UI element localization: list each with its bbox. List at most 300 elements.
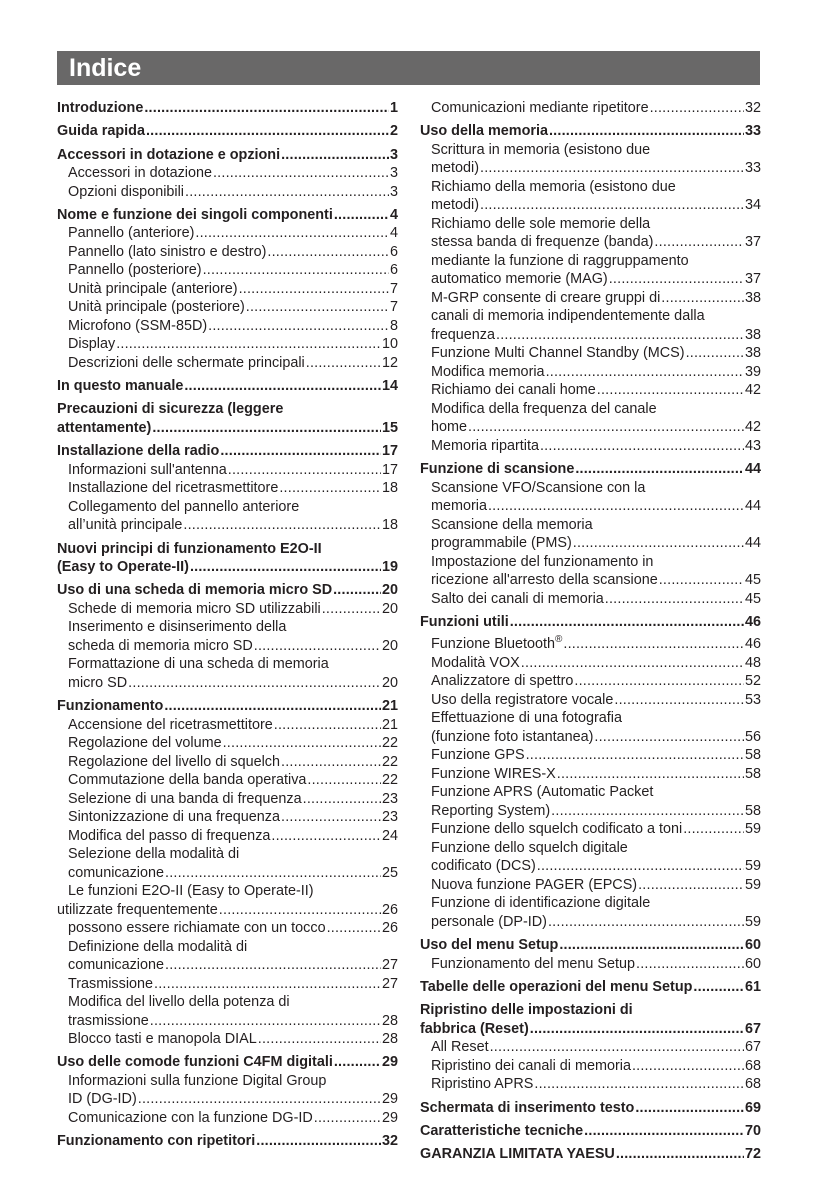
dot-leader bbox=[659, 571, 744, 590]
toc-page-number: 59 bbox=[744, 858, 761, 875]
toc-page-number: 69 bbox=[744, 1099, 761, 1116]
toc-entry[interactable] bbox=[57, 461, 398, 480]
toc-entry[interactable] bbox=[420, 381, 761, 400]
toc-page-number: 14 bbox=[381, 378, 398, 395]
toc-entry-label: metodi) bbox=[431, 197, 479, 214]
toc-entry-label: Descrizioni delle schermate principali bbox=[68, 354, 305, 371]
dot-leader bbox=[614, 691, 744, 710]
toc-entry[interactable] bbox=[57, 674, 398, 693]
toc-entry-label: comunicazione bbox=[68, 864, 164, 881]
toc-entry[interactable] bbox=[57, 734, 398, 753]
toc-entry[interactable] bbox=[420, 437, 761, 456]
toc-entry-label: Uso del menu Setup bbox=[420, 937, 559, 954]
toc-entry-label: Schede di memoria micro SD utilizzabili bbox=[68, 600, 321, 617]
toc-entry-label: ricezione all'arresto della scansione bbox=[431, 572, 658, 589]
toc-page-number: 32 bbox=[381, 1133, 398, 1150]
toc-entry-label: metodi) bbox=[431, 160, 479, 177]
toc-entry[interactable] bbox=[420, 1075, 761, 1094]
toc-entry[interactable] bbox=[57, 697, 398, 716]
toc-page-number: 20 bbox=[381, 674, 398, 691]
toc-entry[interactable] bbox=[420, 765, 761, 784]
toc-page-number: 67 bbox=[744, 1020, 761, 1037]
toc-entry[interactable] bbox=[420, 936, 761, 955]
dot-leader bbox=[573, 534, 744, 553]
toc-entry[interactable] bbox=[420, 497, 761, 516]
toc-page-number: 2 bbox=[389, 123, 398, 140]
toc-entry-label: Pannello (anteriore) bbox=[68, 225, 195, 242]
toc-page-number: 44 bbox=[744, 461, 761, 478]
dot-leader bbox=[271, 827, 381, 846]
dot-leader bbox=[683, 820, 744, 839]
toc-entry-label: Trasmissione bbox=[68, 975, 154, 992]
dot-leader bbox=[574, 672, 744, 691]
toc-entry-label: Funzione Multi Channel Standby (MCS) bbox=[431, 345, 685, 362]
toc-entry[interactable] bbox=[420, 857, 761, 876]
toc-page-number: 27 bbox=[381, 975, 398, 992]
dot-leader bbox=[537, 857, 744, 876]
toc-entry-label: Installazione della radio bbox=[57, 443, 220, 460]
toc-entry-label: automatico memorie (MAG) bbox=[431, 271, 608, 288]
dot-leader bbox=[258, 1030, 381, 1049]
toc-entry[interactable] bbox=[57, 354, 398, 373]
toc-entry-text: Definizione della modalità di bbox=[68, 938, 248, 955]
dot-leader bbox=[575, 460, 744, 479]
toc-left-column bbox=[57, 99, 398, 1151]
toc-entry[interactable] bbox=[420, 196, 761, 215]
toc-entry[interactable] bbox=[57, 280, 398, 299]
toc-entry[interactable] bbox=[420, 1057, 761, 1076]
toc-page-number: 7 bbox=[389, 280, 398, 297]
toc-entry-label: Funzione dello squelch codificato a toni bbox=[431, 821, 683, 838]
toc-page-number: 37 bbox=[744, 234, 761, 251]
toc-entry[interactable] bbox=[420, 159, 761, 178]
toc-page-number: 48 bbox=[744, 654, 761, 671]
toc-entry-label: stessa banda di frequenze (banda) bbox=[431, 234, 654, 251]
dot-leader bbox=[274, 716, 381, 735]
toc-entry-label: Introduzione bbox=[57, 100, 144, 116]
toc-entry-label: (Easy to Operate-II) bbox=[57, 559, 189, 576]
dot-leader bbox=[165, 864, 381, 883]
toc-entry-text: Scansione della memoria bbox=[431, 516, 593, 533]
toc-entry[interactable] bbox=[420, 978, 761, 997]
toc-entry-label: Guida rapida bbox=[57, 123, 145, 140]
toc-page-number: 6 bbox=[389, 243, 398, 260]
dot-leader bbox=[322, 600, 381, 619]
toc-entry-label: Funzionamento del menu Setup bbox=[431, 955, 635, 972]
dot-leader bbox=[220, 442, 381, 461]
dot-leader bbox=[334, 206, 389, 225]
toc-page-number: 3 bbox=[389, 146, 398, 163]
toc-page-number: 6 bbox=[389, 262, 398, 279]
toc-entry[interactable] bbox=[420, 1145, 761, 1164]
dot-leader bbox=[530, 1020, 744, 1039]
toc-entry-label: trasmissione bbox=[68, 1012, 149, 1029]
dot-leader bbox=[303, 790, 381, 809]
dot-leader bbox=[650, 99, 744, 118]
dot-leader bbox=[661, 289, 744, 308]
toc-entry[interactable] bbox=[57, 377, 398, 396]
toc-page-number: 60 bbox=[744, 955, 761, 972]
toc-entry[interactable] bbox=[57, 753, 398, 772]
toc-entry-text: Informazioni sulla funzione Digital Group bbox=[68, 1072, 327, 1089]
toc-page-number: 46 bbox=[744, 636, 761, 653]
toc-entry-label: scheda di memoria micro SD bbox=[68, 637, 253, 654]
toc-entry-label: Ripristino APRS bbox=[431, 1076, 534, 1093]
toc-entry[interactable] bbox=[420, 1020, 761, 1039]
toc-page-number: 56 bbox=[744, 728, 761, 745]
toc-page-number: 43 bbox=[744, 437, 761, 454]
toc-entry-label: Installazione del ricetrasmettitore bbox=[68, 480, 279, 497]
toc-entry-label: Memoria ripartita bbox=[431, 437, 539, 454]
toc-entry-label: Nome e funzione dei singoli componenti bbox=[57, 206, 333, 223]
toc-page-number: 38 bbox=[744, 345, 761, 362]
toc-entry[interactable] bbox=[57, 1053, 398, 1072]
toc-entry-label: Richiamo dei canali home bbox=[431, 382, 596, 399]
toc-entry-text: Richiamo della memoria (esistono due bbox=[431, 178, 676, 195]
toc-entry-label: comunicazione bbox=[68, 957, 164, 974]
toc-entry-label: Funzione GPS bbox=[431, 747, 525, 764]
toc-entry-text: Effettuazione di una fotografia bbox=[431, 710, 622, 727]
toc-entry[interactable] bbox=[57, 164, 398, 183]
dot-leader bbox=[559, 936, 744, 955]
toc-entry[interactable] bbox=[57, 716, 398, 735]
toc-entry[interactable] bbox=[420, 233, 761, 252]
toc-entry-label: Comunicazioni mediante ripetitore bbox=[431, 100, 649, 116]
toc-entry[interactable] bbox=[57, 600, 398, 619]
dot-leader bbox=[208, 317, 389, 336]
toc-entry-text: Funzione di identificazione digitale bbox=[431, 895, 651, 912]
toc-entry[interactable] bbox=[420, 571, 761, 590]
toc-entry-label: Accessori in dotazione e opzioni bbox=[57, 146, 281, 163]
toc-entry[interactable] bbox=[420, 1122, 761, 1141]
toc-entry[interactable] bbox=[57, 183, 398, 202]
toc-page-number: 39 bbox=[744, 363, 761, 380]
toc-entry-label: Selezione di una banda di frequenza bbox=[68, 790, 302, 807]
toc-entry-text: Funzione dello squelch digitale bbox=[431, 839, 628, 856]
toc-page-number: 59 bbox=[744, 913, 761, 930]
toc-entry-label: Funzionamento bbox=[57, 698, 164, 715]
toc-page-number: 23 bbox=[381, 809, 398, 826]
toc-entry-text: Formattazione di una scheda di memoria bbox=[68, 656, 329, 673]
toc-entry[interactable] bbox=[420, 1038, 761, 1057]
dot-leader bbox=[551, 802, 744, 821]
toc-entry[interactable] bbox=[420, 1099, 761, 1118]
dot-leader bbox=[632, 1057, 744, 1076]
toc-entry[interactable] bbox=[420, 631, 761, 654]
dot-leader bbox=[496, 326, 744, 345]
toc-entry[interactable] bbox=[420, 955, 761, 974]
toc-page-number: 28 bbox=[381, 1031, 398, 1048]
toc-page-number: 12 bbox=[381, 354, 398, 371]
toc-entry[interactable] bbox=[57, 261, 398, 280]
toc-entry-label: Informazioni sull'antenna bbox=[68, 461, 227, 478]
toc-page-number: 29 bbox=[381, 1109, 398, 1126]
toc-page-number: 42 bbox=[744, 419, 761, 436]
toc-page-number: 4 bbox=[389, 206, 398, 223]
dot-leader bbox=[281, 753, 381, 772]
toc-entry-label: Nuova funzione PAGER (EPCS) bbox=[431, 876, 638, 893]
toc-entry[interactable] bbox=[420, 746, 761, 765]
toc-entry[interactable] bbox=[57, 1109, 398, 1128]
toc-entry[interactable] bbox=[420, 613, 761, 632]
toc-entry[interactable] bbox=[57, 317, 398, 336]
toc-entry[interactable] bbox=[420, 654, 761, 673]
toc-page-number: 68 bbox=[744, 1057, 761, 1074]
toc-entry[interactable] bbox=[57, 442, 398, 461]
dot-leader bbox=[557, 765, 744, 784]
dot-leader bbox=[510, 613, 744, 632]
toc-page-number: 70 bbox=[744, 1122, 761, 1139]
toc-page-number: 46 bbox=[744, 613, 761, 630]
toc-entry[interactable] bbox=[57, 224, 398, 243]
toc-page-number: 59 bbox=[744, 876, 761, 893]
toc-entry-label: Display bbox=[68, 336, 116, 353]
toc-entry-label: Microfono (SSM-85D) bbox=[68, 317, 208, 334]
dot-leader bbox=[306, 354, 381, 373]
dot-leader bbox=[184, 377, 381, 396]
toc-page-number: 22 bbox=[381, 772, 398, 789]
toc-entry-label: Funzione Bluetooth® bbox=[431, 634, 563, 653]
toc-entry-label: Funzione WIRES-X bbox=[431, 765, 556, 782]
dot-leader bbox=[146, 122, 389, 141]
toc-page-number: 29 bbox=[381, 1054, 398, 1071]
dot-leader bbox=[150, 1012, 381, 1031]
toc-entry[interactable] bbox=[57, 558, 398, 577]
toc-page-number: 44 bbox=[744, 535, 761, 552]
toc-page-number: 72 bbox=[744, 1146, 761, 1163]
toc-entry[interactable] bbox=[57, 1012, 398, 1031]
toc-entry[interactable] bbox=[57, 1030, 398, 1049]
toc-page-number: 52 bbox=[744, 673, 761, 690]
toc-page-number: 22 bbox=[381, 753, 398, 770]
toc-entry[interactable] bbox=[57, 1132, 398, 1151]
dot-leader bbox=[584, 1122, 744, 1141]
toc-entry[interactable] bbox=[420, 913, 761, 932]
toc-page-number: 1 bbox=[389, 100, 398, 116]
toc-entry[interactable] bbox=[57, 956, 398, 975]
toc-entry-label: GARANZIA LIMITATA YAESU bbox=[420, 1146, 615, 1163]
toc-page-number: 38 bbox=[744, 326, 761, 343]
toc-entry[interactable] bbox=[57, 901, 398, 920]
dot-leader bbox=[597, 381, 744, 400]
dot-leader bbox=[246, 298, 389, 317]
dot-leader bbox=[616, 1145, 744, 1164]
dot-leader bbox=[154, 975, 381, 994]
toc-entry[interactable] bbox=[420, 820, 761, 839]
toc-entry[interactable] bbox=[420, 418, 761, 437]
toc-entry[interactable] bbox=[57, 479, 398, 498]
dot-leader bbox=[165, 956, 381, 975]
toc-page-number: 8 bbox=[389, 317, 398, 334]
toc-entry-label: Schermata di inserimento testo bbox=[420, 1099, 635, 1116]
toc-page-number: 59 bbox=[744, 821, 761, 838]
toc-page-number: 25 bbox=[381, 864, 398, 881]
dot-leader bbox=[548, 913, 744, 932]
toc-entry-label: ID (DG-ID) bbox=[68, 1091, 137, 1108]
toc-page-number: 34 bbox=[744, 197, 761, 214]
dot-leader bbox=[490, 1038, 744, 1057]
toc-entry-label: codificato (DCS) bbox=[431, 858, 536, 875]
dot-leader bbox=[128, 674, 381, 693]
dot-leader bbox=[638, 876, 744, 895]
toc-entry-label: programmabile (PMS) bbox=[431, 535, 572, 552]
toc-entry-text: Modifica della frequenza del canale bbox=[431, 400, 657, 417]
toc-page-number: 20 bbox=[381, 600, 398, 617]
toc-page-number: 29 bbox=[381, 1091, 398, 1108]
toc-entry[interactable] bbox=[57, 864, 398, 883]
toc-entry-label: Funzionamento con ripetitori bbox=[57, 1133, 256, 1150]
toc-page-number: 60 bbox=[744, 937, 761, 954]
toc-entry-text: Funzione APRS (Automatic Packet bbox=[431, 784, 654, 801]
toc-entry-label: personale (DP-ID) bbox=[431, 913, 547, 930]
toc-entry-label: Modifica memoria bbox=[431, 363, 545, 380]
toc-page-number: 58 bbox=[744, 765, 761, 782]
toc-page-number: 28 bbox=[381, 1012, 398, 1029]
toc-entry-label: Uso delle comode funzioni C4FM digitali bbox=[57, 1054, 333, 1071]
toc-entry-label: Accessori in dotazione bbox=[68, 165, 212, 182]
toc-page-number: 18 bbox=[381, 480, 398, 497]
toc-page-number: 37 bbox=[744, 271, 761, 288]
toc-entry-label: Opzioni disponibili bbox=[68, 183, 184, 200]
toc-entry[interactable] bbox=[57, 419, 398, 438]
toc-entry-text: Selezione della modalità di bbox=[68, 846, 240, 863]
toc-entry-label: Uso di una scheda di memoria micro SD bbox=[57, 582, 333, 599]
toc-entry[interactable] bbox=[420, 672, 761, 691]
dot-leader bbox=[307, 771, 381, 790]
toc-page-number: 22 bbox=[381, 735, 398, 752]
dot-leader bbox=[279, 479, 381, 498]
toc-page-number: 33 bbox=[744, 160, 761, 177]
toc-entry[interactable] bbox=[57, 1090, 398, 1109]
toc-entry[interactable] bbox=[420, 691, 761, 710]
toc-entry-text: Inserimento e disinserimento della bbox=[68, 619, 287, 636]
toc-entry[interactable] bbox=[57, 122, 398, 141]
toc-right-column bbox=[420, 99, 761, 1164]
toc-entry[interactable] bbox=[420, 99, 761, 118]
dot-leader bbox=[267, 243, 389, 262]
dot-leader bbox=[152, 419, 381, 438]
dot-leader bbox=[314, 1109, 381, 1128]
dot-leader bbox=[480, 159, 744, 178]
toc-page-number: 26 bbox=[381, 901, 398, 918]
toc-page-number: 10 bbox=[381, 336, 398, 353]
dot-leader bbox=[190, 558, 381, 577]
toc-entry[interactable] bbox=[57, 146, 398, 165]
toc-entry-label: Commutazione della banda operativa bbox=[68, 772, 307, 789]
toc-page-number: 38 bbox=[744, 289, 761, 306]
dot-leader bbox=[480, 196, 744, 215]
toc-page-number: 15 bbox=[381, 419, 398, 436]
toc-page-number: 45 bbox=[744, 590, 761, 607]
toc-page-number: 17 bbox=[381, 443, 398, 460]
toc-page-number: 21 bbox=[381, 716, 398, 733]
toc-entry-label: Uso della registratore vocale bbox=[431, 691, 614, 708]
toc-entry[interactable] bbox=[420, 728, 761, 747]
dot-leader bbox=[183, 516, 381, 535]
page-title: Indice bbox=[69, 54, 142, 82]
toc-entry[interactable] bbox=[420, 270, 761, 289]
toc-entry-label: Pannello (posteriore) bbox=[68, 262, 202, 279]
toc-entry[interactable] bbox=[57, 808, 398, 827]
toc-page-number: 7 bbox=[389, 299, 398, 316]
toc-entry[interactable] bbox=[57, 790, 398, 809]
dot-leader bbox=[594, 728, 744, 747]
toc-entry-label: Funzioni utili bbox=[420, 613, 509, 630]
dot-leader bbox=[521, 654, 744, 673]
toc-entry-text: Precauzioni di sicurezza (leggere bbox=[57, 401, 284, 418]
toc-entry[interactable] bbox=[420, 534, 761, 553]
toc-entry[interactable] bbox=[57, 827, 398, 846]
toc-page-number: 3 bbox=[389, 183, 398, 200]
dot-leader bbox=[195, 224, 389, 243]
dot-leader bbox=[138, 1090, 381, 1109]
toc-entry[interactable] bbox=[57, 516, 398, 535]
toc-page-number: 61 bbox=[744, 978, 761, 995]
toc-entry-label: Modifica del passo di frequenza bbox=[68, 827, 271, 844]
toc-entry[interactable] bbox=[420, 460, 761, 479]
toc-entry[interactable] bbox=[57, 206, 398, 225]
toc-entry[interactable] bbox=[57, 335, 398, 354]
toc-entry[interactable] bbox=[57, 771, 398, 790]
index-title-bar bbox=[57, 51, 760, 85]
toc-entry-label: Uso della memoria bbox=[420, 123, 548, 140]
dot-leader bbox=[116, 335, 381, 354]
toc-entry[interactable] bbox=[420, 876, 761, 895]
toc-entry[interactable] bbox=[57, 243, 398, 262]
toc-entry[interactable] bbox=[420, 802, 761, 821]
dot-leader bbox=[488, 497, 744, 516]
toc-entry[interactable] bbox=[57, 99, 398, 118]
toc-entry[interactable] bbox=[57, 919, 398, 938]
dot-leader bbox=[203, 261, 389, 280]
dot-leader bbox=[526, 746, 744, 765]
toc-entry-text: Modifica del livello della potenza di bbox=[68, 994, 290, 1011]
toc-page-number: 58 bbox=[744, 747, 761, 764]
toc-entry-label: Unità principale (posteriore) bbox=[68, 299, 245, 316]
toc-page-number: 58 bbox=[744, 802, 761, 819]
toc-entry-label: Comunicazione con la funzione DG-ID bbox=[68, 1109, 313, 1126]
toc-entry-text: Richiamo delle sole memorie della bbox=[431, 215, 651, 232]
toc-entry[interactable] bbox=[420, 363, 761, 382]
toc-entry[interactable] bbox=[420, 289, 761, 308]
toc-entry-label: Regolazione del volume bbox=[68, 735, 222, 752]
toc-page-number: 23 bbox=[381, 790, 398, 807]
toc-entry[interactable] bbox=[420, 344, 761, 363]
toc-entry[interactable] bbox=[57, 975, 398, 994]
toc-entry[interactable] bbox=[57, 298, 398, 317]
toc-entry-label: Tabelle delle operazioni del menu Setup bbox=[420, 978, 693, 995]
toc-entry-label: Blocco tasti e manopola DIAL bbox=[68, 1031, 257, 1048]
toc-page-number: 42 bbox=[744, 382, 761, 399]
toc-entry-label: Reporting System) bbox=[431, 802, 551, 819]
dot-leader bbox=[223, 734, 381, 753]
dot-leader bbox=[281, 146, 389, 165]
dot-leader bbox=[164, 697, 381, 716]
toc-page-number: 3 bbox=[389, 165, 398, 182]
toc-entry-label: home bbox=[431, 419, 467, 436]
toc-entry-text: Nuovi principi di funzionamento E2O-II bbox=[57, 540, 322, 557]
toc-entry[interactable] bbox=[420, 122, 761, 141]
dot-leader bbox=[546, 363, 744, 382]
toc-page-number: 21 bbox=[381, 698, 398, 715]
dot-leader bbox=[609, 270, 744, 289]
toc-entry[interactable] bbox=[420, 590, 761, 609]
toc-entry[interactable] bbox=[57, 581, 398, 600]
dot-leader bbox=[654, 233, 744, 252]
toc-entry[interactable] bbox=[57, 637, 398, 656]
dot-leader bbox=[563, 635, 744, 654]
toc-entry[interactable] bbox=[420, 326, 761, 345]
